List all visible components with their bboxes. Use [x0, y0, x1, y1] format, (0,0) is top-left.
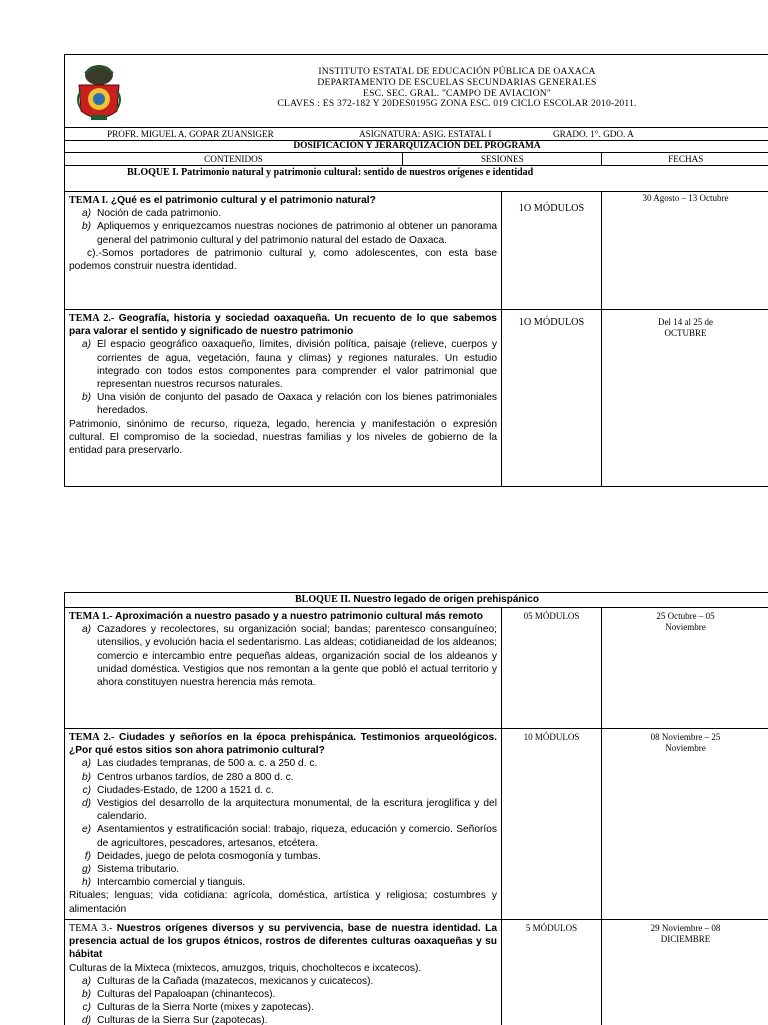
list-item: c) Ciudades-Estado, de 1200 a 1521 d. c. — [82, 784, 274, 796]
b2-tema-2-sessions: 10 MÓDULOS — [502, 729, 602, 919]
b2-tema-3-title: TEMA 3.- Nuestros orígenes diversos y su pervivencia, base de nuestra identidad. La presencia actual de los grupos étnicos, rostros de diferentes culturas oaxaqueñas y su hábitat — [69, 923, 497, 961]
b2-tema-3-sessions: 5 MÓDULOS — [502, 920, 602, 1025]
list-item: b) Culturas del Papaloapan (chinantecos). — [81, 989, 276, 1001]
b2-tema-1-dates: 25 Octubre – 05 Noviembre — [656, 611, 715, 632]
list-item: b) Centros urbanos tardíos, de 280 a 800 d. c. — [81, 771, 294, 783]
doc-title-row — [65, 141, 768, 153]
header-line-4: CLAVES : ES 372-182 Y 20DES0195G ZONA ESC. 019 CICLO ESCOLAR 2010-2011. — [277, 98, 637, 110]
list-item: b) Una visión de conjunto del pasado de Oaxaca y relación con los bienes patrimoniales heredados. — [81, 392, 497, 417]
bloque-1-table — [64, 54, 768, 487]
b2-tema-2-list — [69, 757, 497, 889]
list-item: a) Noción de cada patrimonio. — [81, 208, 222, 220]
b1-tema-1-item-c: c).-Somos portadores de patrimonio cultural y, como adolescentes, con esta base podemos construir nuestra identidad. — [69, 247, 497, 273]
list-item: a) Las ciudades tempranas, de 500 a. c. a 250 d. c. — [81, 758, 318, 770]
col-dates-header: FECHAS — [668, 154, 704, 164]
b1-tema-2-tail: Patrimonio, sinónimo de recurso, riqueza, legado, herencia y manifestación o expresión cultural. El compromiso de la sociedad, nuestras familias y los niveles de gobierno de la entidad para preservarlo. — [69, 418, 497, 457]
doc-title: DOSIFICACIÓN Y JERARQUIZACIÓN DEL PROGRAMA — [293, 141, 541, 151]
list-item: a) Culturas de la Cañada (mazatecos, mexicanos y cuicatecos). — [81, 975, 374, 987]
list-item: f) Deidades, juego de pelota cosmogonía y tumbas. — [84, 850, 321, 862]
b2-tema-1-sessions: 05 MÓDULOS — [502, 608, 602, 728]
list-item: e) Asentamientos y estratificación social: trabajo, riqueza, educación y comercio. Señoríos de agricultores, pescadores, artesanos, etcétera. — [81, 824, 497, 849]
header-line-2: DEPARTAMENTO DE ESCUELAS SECUNDARIAS GENERALES — [317, 76, 597, 88]
b2-tema-3-intro: Culturas de la Mixteca (mixtecos, amuzgos, triquis, chocholtecos e ixcatecos). — [69, 962, 422, 974]
bloque-1-heading-row — [65, 166, 768, 192]
header-line-1: INSTITUTO ESTATAL DE EDUCACIÓN PÚBLICA DE OAXACA — [318, 66, 596, 77]
grade-label: GRADO. 1°. GDO. A — [553, 129, 634, 139]
b1-tema-1-sessions: 1O MÓDULOS — [502, 192, 602, 309]
b1-tema-1-list — [69, 207, 497, 247]
b2-tema-3-list — [69, 975, 497, 1025]
b1-tema-2-row — [65, 310, 768, 487]
list-item: b) Apliquemos y enriquezcamos nuestras nociones de patrimonio al obtener un panorama general del patrimonio cultural y del patrimonio natural del estado de Oaxaca. — [81, 221, 497, 246]
b1-tema-2-dates: Del 14 al 25 de OCTUBRE — [658, 317, 713, 338]
institution-header — [65, 55, 768, 128]
bloque-2-table — [64, 592, 768, 1025]
bloque-1-heading: BLOQUE I. Patrimonio natural y patrimonio cultural: sentido de nuestros orígenes e identidad — [127, 167, 534, 178]
list-item: d) Culturas de la Sierra Sur (zapotecas). — [81, 1015, 268, 1025]
list-item: h) Intercambio comercial y tianguis. — [81, 877, 246, 889]
b2-tema-2-row — [65, 729, 768, 920]
column-header-row — [65, 153, 768, 166]
b1-tema-2-list — [69, 338, 497, 417]
list-item: c) Culturas de la Sierra Norte (mixes y zapotecas). — [82, 1002, 314, 1014]
list-item: g) Sistema tributario. — [81, 864, 180, 876]
b2-tema-3-dates: 29 Noviembre – 08 DICIEMBRE — [650, 923, 721, 944]
list-item: d) Vestigios del desarrollo de la arquitectura monumental, de la escritura jeroglífica y del calendario. — [81, 798, 497, 823]
b2-tema-2-title: TEMA 2.- Ciudades y señoríos en la época prehispánica. Testimonios arqueológicos. ¿Por qué estos sitios son ahora patrimonio cultural? — [69, 732, 497, 757]
list-item: a) Cazadores y recolectores, su organización social; bandas; parentesco consanguíneo; utensilios, y evolución hacia el sedentarismo. Las aldeas; cotidianeidad de los aldeanos; comercio e intercambio entre pequeñas aldeas, organización social de los aldeanos y unidad doméstica. Vestigios que nos remontan a la gente que pobló el actual territorio y ahora constituyen nuestra herencia más remota. — [81, 624, 497, 689]
state-seal-logo — [71, 61, 127, 125]
b2-tema-2-dates: 08 Noviembre – 25 Noviembre — [650, 732, 721, 753]
b2-tema-3-row — [65, 920, 768, 1025]
b2-tema-1-list — [69, 623, 497, 689]
col-contents-header: CONTENIDOS — [65, 153, 403, 165]
subject-name: ASIGNATURA: ASIG. ESTATAL I — [359, 129, 492, 139]
info-row — [65, 128, 768, 141]
b1-tema-1-dates: 30 Agosto – 13 Octubre — [642, 193, 729, 203]
bloque-2-heading: BLOQUE II. Nuestro legado de origen prehispánico — [295, 594, 539, 605]
b1-tema-2-title: TEMA 2.- Geografía, historia y sociedad oaxaqueña. Un recuento de lo que sabemos para valorar el sentido y significado de nuestro patrimonio — [69, 313, 497, 338]
list-item: a) El espacio geográfico oaxaqueño, límites, división política, paisaje (relieve, cuerpos y corrientes de agua, vegetación, fauna y climas) y regiones naturales. Un estudio integrado con todos estos componentes para comprender el valor patrimonial que representan nuestros recursos naturales. — [81, 339, 497, 391]
header-line-3: ESC. SEC. GRAL. "CAMPO DE AVIACION" — [363, 87, 551, 99]
b1-tema-1-row — [65, 192, 768, 310]
b2-tema-1-title: TEMA 1.- Aproximación a nuestro pasado y a nuestro patrimonio cultural más remoto — [69, 611, 484, 622]
b2-tema-1-row — [65, 608, 768, 729]
col-sessions-header: SESIONES — [403, 153, 602, 165]
b1-tema-2-sessions: 1O MÓDULOS — [502, 310, 602, 486]
teacher-name: PROFR. MIGUEL A. GOPAR ZUANSIGER — [107, 129, 274, 139]
b2-tema-2-tail: Rituales; lenguas; vida cotidiana: agrícola, doméstica, artística y religiosa; costumbres y alimentación — [69, 890, 497, 915]
b1-tema-1-title: TEMA I. ¿Qué es el patrimonio cultural y el patrimonio natural? — [69, 195, 376, 206]
bloque-2-heading-row — [65, 593, 768, 608]
